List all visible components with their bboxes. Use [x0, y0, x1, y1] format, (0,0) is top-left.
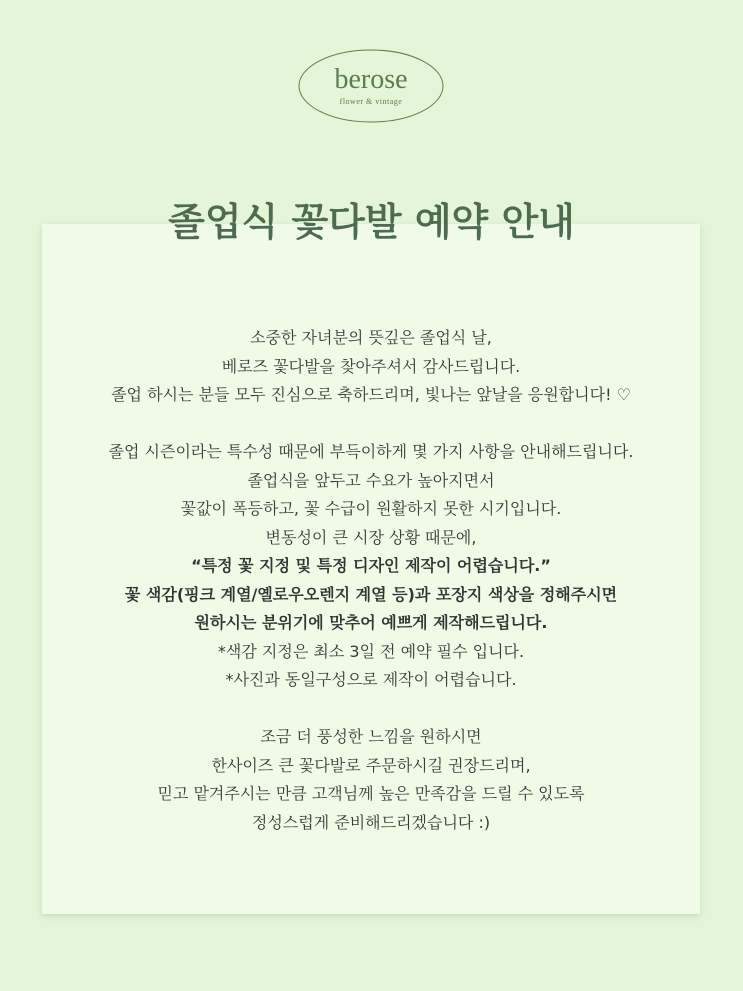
notice-line: 믿고 맡겨주시는 만큼 고객님께 높은 만족감을 드릴 수 있도록	[157, 784, 585, 803]
notice-line: 변동성이 큰 시장 상황 때문에,	[265, 527, 477, 547]
notice-line: 베로즈 꽃다발을 찾아주셔서 감사드립니다.	[221, 356, 521, 376]
notice-line: 소중한 자녀분의 뜻깊은 졸업식 날,	[250, 328, 492, 347]
notice-line-emphasis: 꽃 색감(핑크 계열/옐로우오렌지 계열 등)과 포장지 색상을 정해주시면	[124, 584, 618, 604]
logo-tagline: flower & vintage	[339, 97, 403, 106]
notice-line-emphasis: 원하시는 분위기에 맞추어 예쁘게 제작해드립니다.	[194, 613, 548, 632]
notice-body	[42, 324, 700, 837]
notice-line: 정성스럽게 준비해드리겠습니다 :)	[251, 812, 491, 832]
notice-line: *색감 지정은 최소 3일 전 예약 필수 입니다.	[217, 641, 525, 661]
notice-line: 조금 더 풍성한 느낌을 원하시면	[260, 727, 482, 746]
notice-line: 졸업식을 앞두고 수요가 높아지면서	[247, 470, 495, 490]
notice-line: 한사이즈 큰 꽃다발로 주문하시길 권장드리며,	[211, 755, 531, 775]
notice-line: *사진과 동일구성으로 제작이 어렵습니다.	[225, 670, 517, 689]
brand-logo	[297, 48, 445, 124]
paragraph-spacer	[42, 695, 700, 724]
logo-name: berose	[334, 64, 408, 95]
notice-line-emphasis: “특정 꽃 지정 및 특정 디자인 제작이 어렵습니다.”	[191, 556, 551, 575]
notice-line: 꽃값이 폭등하고, 꽃 수급이 원활하지 못한 시기입니다.	[180, 499, 562, 518]
paragraph-spacer	[42, 410, 700, 439]
notice-line: 졸업 하시는 분들 모두 진심으로 축하드리며, 빛나는 앞날을 응원합니다! ♡	[111, 385, 631, 404]
notice-line: 졸업 시즌이라는 특수성 때문에 부득이하게 몇 가지 사항을 안내해드립니다.	[108, 442, 634, 461]
page-title: 졸업식 꽃다발 예약 안내	[168, 200, 575, 244]
logo-emblem	[297, 48, 445, 124]
